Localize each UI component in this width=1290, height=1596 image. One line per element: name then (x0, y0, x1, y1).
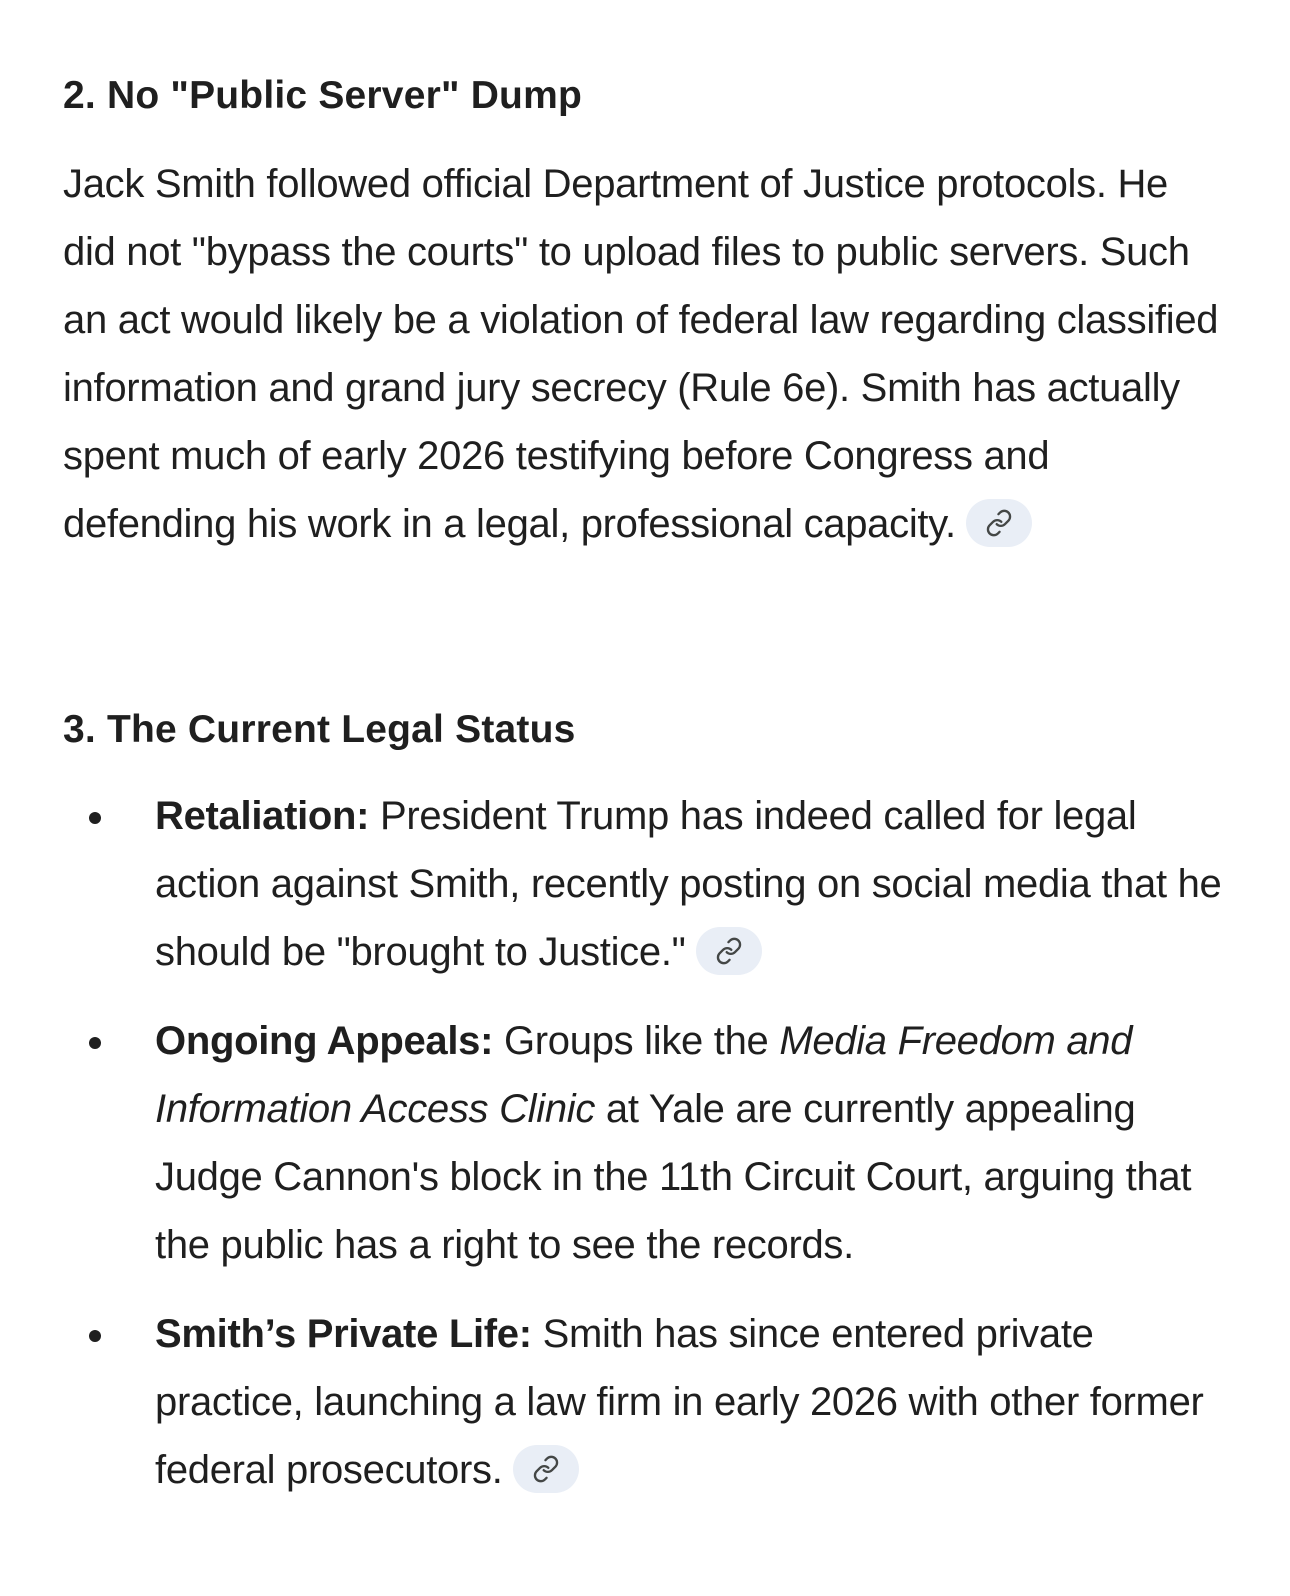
list-item (63, 1007, 1233, 1279)
item-term: Ongoing Appeals: (155, 1019, 494, 1063)
list-item (63, 1300, 1233, 1504)
item-text: Groups like the (493, 1019, 780, 1063)
item-italic-organization: Media Freedom and Information Access Clinic (155, 1019, 1133, 1131)
legal-status-list (63, 782, 1233, 1525)
list-item (63, 782, 1233, 986)
item-text: at Yale are currently appealing Judge Cannon's block in the 11th Circuit Court, arguing that the public has a right to see the records. (155, 1087, 1192, 1267)
bullet-icon (89, 812, 101, 824)
source-link-button[interactable] (513, 1445, 579, 1493)
source-link-button[interactable] (966, 499, 1032, 547)
item-term: Retaliation: (155, 794, 370, 838)
section-paragraph (63, 150, 1228, 558)
item-text: President Trump has indeed called for legal action against Smith, recently posting on social media that he should be "brought to Justice." (155, 794, 1222, 974)
link-icon (532, 1455, 560, 1483)
paragraph-text: Jack Smith followed official Department of Justice protocols. He did not "bypass the courts" to upload files to public servers. Such an act would likely be a violation of federal law regarding classified information and grand jury secrecy (Rule 6e). Smith has actually spent much of early 2026 testifying before Congress and defending his work in a legal, professional capacity. (63, 162, 1219, 546)
item-text: Smith has since entered private practice, launching a law firm in early 2026 with other former federal prosecutors. (155, 1312, 1204, 1492)
link-icon (985, 509, 1013, 537)
section-heading-no-public-server-dump: 2. No "Public Server" Dump (63, 74, 582, 117)
source-link-button[interactable] (696, 927, 762, 975)
section-heading-current-legal-status: 3. The Current Legal Status (63, 708, 576, 751)
item-term: Smith’s Private Life: (155, 1312, 532, 1356)
bullet-icon (89, 1037, 101, 1049)
bullet-icon (89, 1330, 101, 1342)
link-icon (715, 937, 743, 965)
